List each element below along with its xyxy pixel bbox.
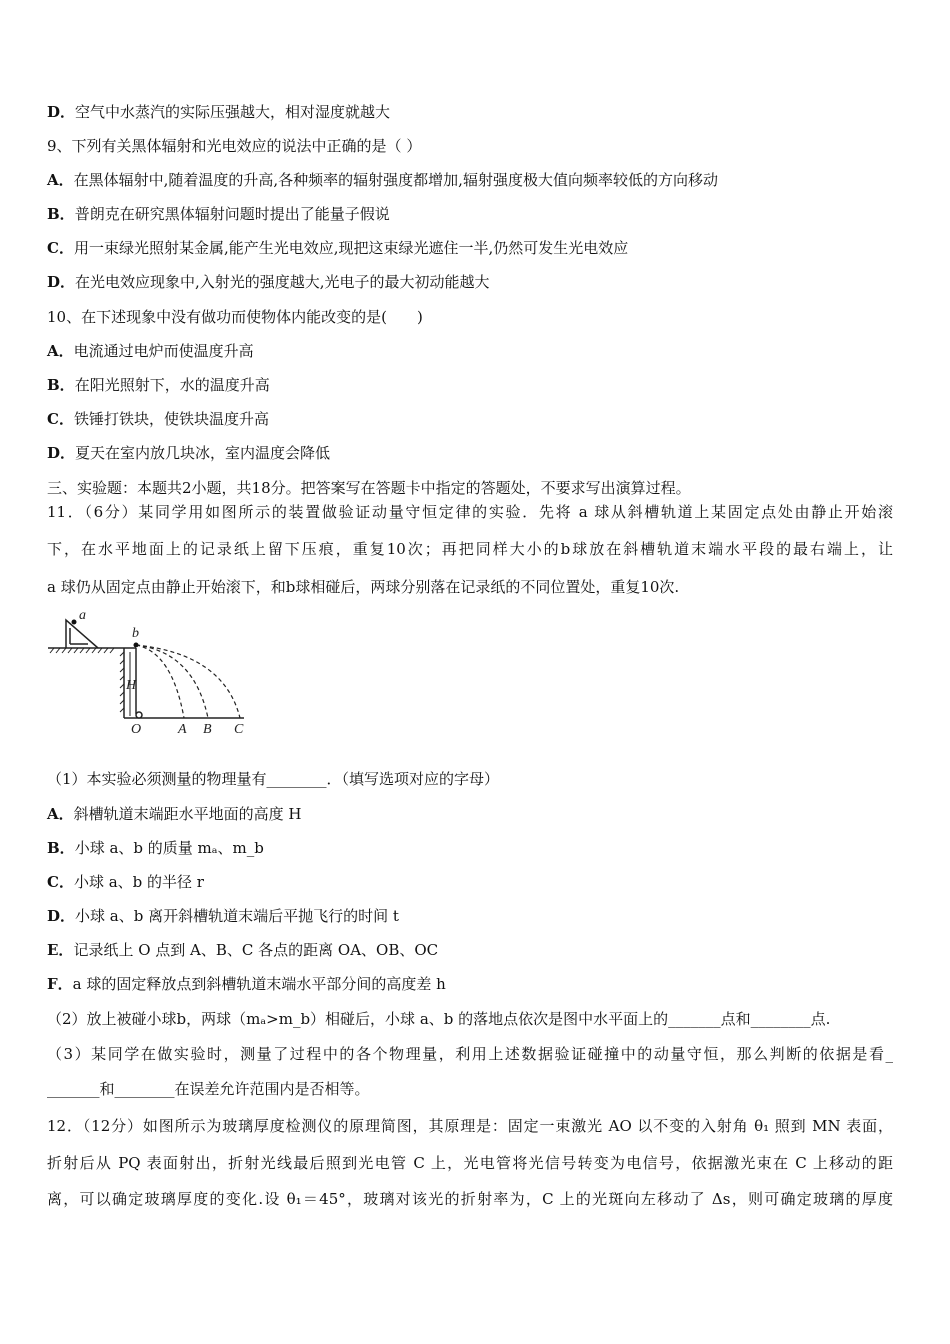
option-label: D． (47, 103, 76, 121)
text-line (47, 974, 446, 994)
line-text: 夏天在室内放几块冰，室内温度会降低 (75, 444, 331, 462)
text-line (47, 940, 438, 960)
line-text: （1）本实验必须测量的物理量有________．（填写选项对应的字母） (47, 770, 500, 788)
text-line (47, 238, 628, 258)
label-B: B (203, 722, 212, 737)
label-b: b (132, 626, 139, 641)
label-A: A (178, 722, 187, 737)
text-line (47, 1009, 830, 1029)
line-text: 11．（6分）某同学用如图所示的装置做验证动量守恒定律的实验．先将 a 球从斜槽轨道上某固定点处由静止开始滚 (47, 503, 893, 521)
text-line (47, 1044, 893, 1064)
line-text: 10、在下述现象中没有做功而使物体内能改变的是( ) (47, 308, 423, 326)
text-line (47, 272, 490, 292)
line-text: 电流通过电炉而使温度升高 (73, 342, 254, 360)
option-label: D． (47, 444, 76, 462)
option-label: C． (47, 239, 74, 257)
option-label: A． (47, 171, 74, 189)
text-line (47, 872, 204, 892)
line-text: 空气中水蒸汽的实际压强越大，相对湿度就越大 (75, 103, 391, 121)
option-label: C． (47, 873, 74, 891)
line-text: 三、实验题：本题共2小题，共18分。把答案写在答题卡中指定的答题处，不要求写出演算过程。 (47, 479, 691, 497)
label-H: H (126, 678, 137, 693)
text-line (47, 341, 254, 361)
line-text: （2）放上被碰小球b，两球（mₐ>m_b）相碰后，小球 a、b 的落地点依次是图中水平面上的_______点和________点. (47, 1010, 831, 1028)
text-line (47, 375, 270, 395)
line-text: 普朗克在研究黑体辐射问题时提出了能量子假说 (74, 205, 390, 223)
option-label: B． (47, 205, 75, 223)
line-text: 小球 a、b 的质量 mₐ、m_b (74, 839, 264, 857)
text-line (47, 838, 264, 858)
option-label: A． (47, 805, 74, 823)
option-label: E． (47, 941, 74, 959)
ball-b (134, 643, 139, 648)
option-label: D． (47, 273, 76, 291)
line-text: 小球 a、b 的半径 r (73, 873, 204, 891)
line-text: a 球仍从固定点由静止开始滚下，和b球相碰后，两球分别落在记录纸的不同位置处，重复10次. (47, 578, 680, 596)
label-C: C (234, 722, 244, 737)
line-text: 离，可以确定玻璃厚度的变化.设 θ₁＝45°，玻璃对该光的折射率为，C 上的光斑向左移动了 Δs，则可确定玻璃的厚度 (47, 1190, 893, 1208)
text-line (47, 102, 390, 122)
line-text: 记录纸上 O 点到 A、B、C 各点的距离 OA、OB、OC (73, 941, 439, 959)
option-label: D． (47, 907, 76, 925)
experiment-diagram (44, 604, 254, 739)
line-text: a 球的固定释放点到斜槽轨道末端水平部分间的高度差 h (72, 975, 446, 993)
text-line (47, 409, 269, 429)
ball-o (136, 712, 142, 718)
line-text: 在阳光照射下，水的温度升高 (74, 376, 270, 394)
line-text: 铁锤打铁块，使铁块温度升高 (73, 410, 269, 428)
text-line (47, 443, 330, 463)
option-label: B． (47, 839, 75, 857)
text-line (47, 1079, 370, 1099)
line-text: 小球 a、b 离开斜槽轨道末端后平抛飞行的时间 t (75, 907, 399, 925)
text-line (47, 502, 893, 522)
line-text: 在光电效应现象中,入射光的强度越大,光电子的最大初动能越大 (75, 273, 490, 291)
option-label: A． (47, 342, 74, 360)
text-line (47, 1189, 893, 1209)
text-line (47, 906, 399, 926)
line-text: _______和________在误差允许范围内是否相等。 (47, 1080, 370, 1098)
text-line (47, 204, 390, 224)
line-text: 9、下列有关黑体辐射和光电效应的说法中正确的是（ ） (47, 137, 422, 155)
text-line (47, 478, 691, 498)
ball-a (72, 620, 77, 625)
line-text: 在黑体辐射中,随着温度的升高,各种频率的辐射强度都增加,辐射强度极大值向频率较低的方向移动 (73, 171, 718, 189)
text-line (47, 577, 679, 597)
option-label: C． (47, 410, 74, 428)
option-label: F． (47, 975, 73, 993)
text-line (47, 1153, 893, 1173)
line-text: （3）某同学在做实验时，测量了过程中的各个物理量，利用上述数据验证碰撞中的动量守恒，那么判断的依据是看_ (47, 1045, 893, 1063)
text-line (47, 539, 893, 559)
text-line (47, 136, 421, 156)
line-text: 下，在水平地面上的记录纸上留下压痕，重复10次；再把同样大小的b球放在斜槽轨道末端水平段的最右端上，让 (47, 540, 893, 558)
option-label: B． (47, 376, 75, 394)
label-O: O (131, 722, 142, 737)
text-line (47, 804, 302, 824)
text-line (47, 307, 423, 327)
line-text: 12．（12分）如图所示为玻璃厚度检测仪的原理简图，其原理是：固定一束激光 AO 以不变的入射角 θ₁ 照到 MN 表面， (47, 1117, 893, 1135)
line-text: 斜槽轨道末端距水平地面的高度 H (73, 805, 302, 823)
trajectories (136, 645, 240, 718)
line-text: 用一束绿光照射某金属,能产生光电效应,现把这束绿光遮住一半,仍然可发生光电效应 (73, 239, 629, 257)
text-line (47, 170, 718, 190)
line-text: 折射后从 PQ 表面射出，折射光线最后照到光电管 C 上，光电管将光信号转变为电信号，依据激光束在 C 上移动的距 (47, 1154, 893, 1172)
text-line (47, 769, 499, 789)
label-a: a (79, 608, 86, 623)
text-line (47, 1116, 893, 1136)
ground-hatching (50, 648, 124, 712)
